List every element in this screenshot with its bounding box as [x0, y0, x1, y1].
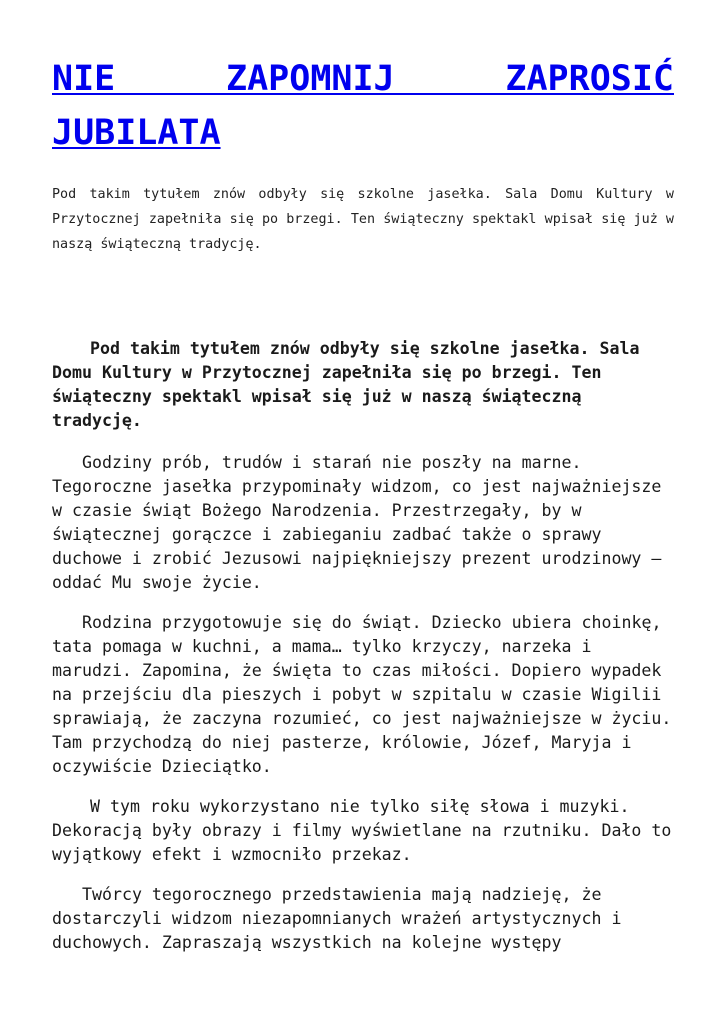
- article-title-link[interactable]: NIE ZAPOMNIJ ZAPROSIĆ JUBILATA: [52, 59, 674, 153]
- article-excerpt: Pod takim tytułem znów odbyły się szkolne jasełka. Sala Domu Kultury w Przytocznej zapełniła się po brzegi. Ten świąteczny spektakl wpisał się już w naszą świąteczną tradycję.: [52, 187, 674, 252]
- article-paragraph: W tym roku wykorzystano nie tylko siłę słowa i muzyki. Dekoracją były obrazy i filmy wyświetlane na rzutniku. Dało to wyjątkowy efekt i wzmocniło przekaz.: [52, 797, 672, 864]
- article-paragraph: Twórcy tegorocznego przedstawienia mają nadzieję, że dostarczyli widzom niezapomnianych wrażeń artystycznych i duchowych. Zapraszają wszystkich na kolejne występy: [52, 885, 622, 952]
- article-paragraph: Godziny prób, trudów i starań nie poszły na marne. Tegoroczne jasełka przypominały widzom, co jest najważniejsze w czasie świąt Bożego Narodzenia. Przestrzegały, by w świątecznej gorączce i zabieganiu zadbać także o sprawy duchowe i zrobić Jezusowi najpiękniejszy prezent urodzinowy – oddać Mu swoje życie.: [52, 453, 662, 592]
- article-paragraph: Rodzina przygotowuje się do świąt. Dziecko ubiera choinkę, tata pomaga w kuchni, a mama… tylko krzyczy, narzeka i marudzi. Zapomina, że święta to czas miłości. Dopiero wypadek na przejściu dla pieszych i pobyt w szpitalu w czasie Wigilii sprawiają, że zaczyna rozumieć, co jest najważniejsze w życiu. Tam przychodzą do niej pasterze, królowie, Józef, Maryja i oczywiście Dzieciątko.: [52, 613, 672, 776]
- article: [52, 52, 674, 971]
- article-lead: Pod takim tytułem znów odbyły się szkolne jasełka. Sala Domu Kultury w Przytocznej zapełniła się po brzegi. Ten świąteczny spektakl wpisał się już w naszą świąteczną tradycję.: [52, 339, 640, 430]
- article-body: [52, 337, 674, 955]
- article-title: [52, 52, 674, 160]
